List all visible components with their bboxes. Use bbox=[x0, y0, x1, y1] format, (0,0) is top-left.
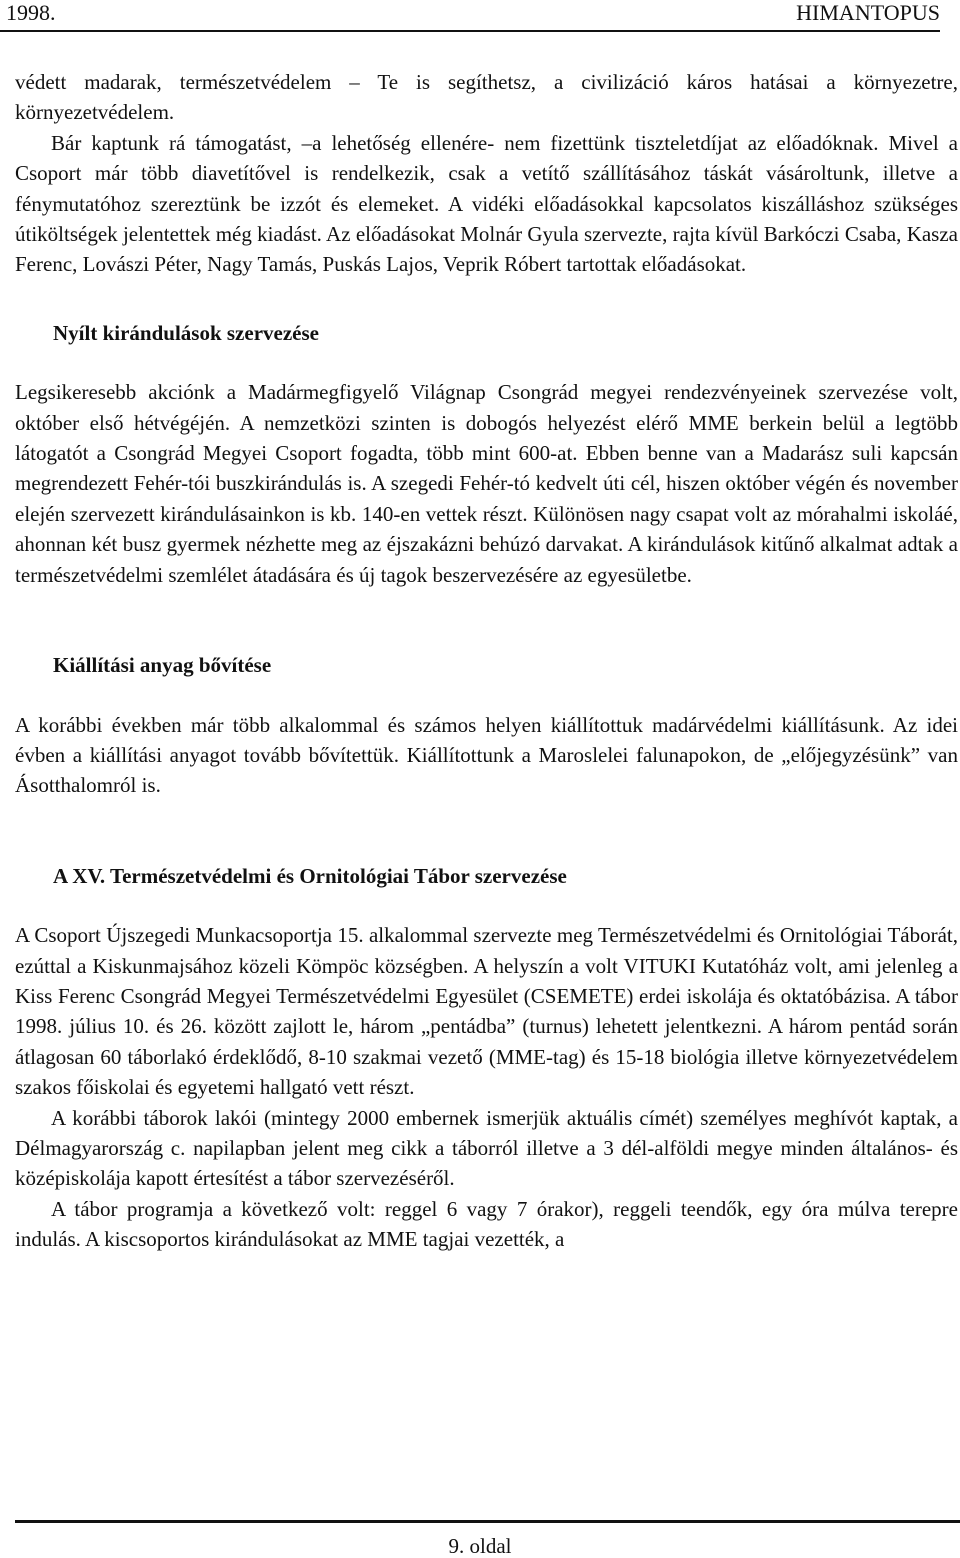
page-body bbox=[15, 67, 958, 1255]
camp-paragraph-3: A tábor programja a következő volt: reggel 6 vagy 7 órakor), reggeli teendők, egy óra múlva terepre indulás. A kiscsoportos kirándulásokat az MME tagjai vezették, a bbox=[15, 1196, 958, 1252]
intro-paragraph-1: védett madarak, természetvédelem – Te is segíthetsz, a civilizáció káros hatásai a környezetre, környezetvédelem. bbox=[15, 70, 958, 125]
intro-paragraph-2: Bár kaptunk rá támogatást, –a lehetőség ellenére- nem fizettünk tiszteletdíjat az előadóknak. Mivel a Csoport már több diavetítővel is rendelkezik, csak a vetítő szállításához táskát vásároltunk, illetve a fénymutatóhoz szereztünk be izzót és elemeket. A vidéki előadásokkal kapcsolatos kiszálláshoz szükséges útiköltségek jelentettek még kiadást. Az előadásokat Molnár Gyula szervezte, rajta kívül Barkóczi Csaba, Kasza Ferenc, Lovászi Péter, Nagy Tamás, Puskás Lajos, Veprik Róbert tartottak előadásokat. bbox=[15, 130, 958, 277]
camp-paragraph-2: A korábbi táborok lakói (mintegy 2000 embernek ismerjük aktuális címét) személyes meghívót kaptak, a Délmagyarország c. napilapban jelent meg cikk a táborról illetve a 3 dél-alföldi megye minden általános- és középiskolája kapott értesítést a tábor szervezéséről. bbox=[15, 1105, 958, 1191]
section-heading-camp: A XV. Természetvédelmi és Ornitológiai Tábor szervezése bbox=[53, 863, 567, 888]
section-heading-exhibition: Kiállítási anyag bővítése bbox=[53, 653, 272, 678]
excursions-paragraph: Legsikeresebb akciónk a Madármegfigyelő Világnap Csongrád megyei rendezvényeinek szervezése volt, október első hétvégéjén. A nemzetközi szinten is dobogós helyezést elérő MME berkein belül a legtöbb látogatót a Csongrád Megyei Csoport fogadta, több mint 600-at. Ebben benne van a Madarász suli kapcsán megrendezett Fehér-tói buszkirándulás is. A szegedi Fehér-tó kedvelt úti cél, hiszen október végén és november elején szervezett kirándulásainkon is kb. 140-en vettek részt. Különösen nagy csapat volt az mórahalmi iskoláé, ahonnan két busz gyermek nézhette meg az éjszakázni behúzó darvakat. A kirándulások kitűnő alkalmat adtak a természetvédelmi szemlélet átadására és új tagok beszervezésére az egyesületbe. bbox=[15, 380, 958, 587]
header-year: 1998. bbox=[6, 0, 56, 25]
footer-divider bbox=[15, 1520, 960, 1523]
header-publication-title: HIMANTOPUS bbox=[796, 0, 940, 25]
section-heading-excursions: Nyílt kirándulások szervezése bbox=[53, 320, 319, 345]
camp-paragraph-1: A Csoport Újszegedi Munkacsoportja 15. alkalommal szervezte meg Természetvédelmi és Ornitológiai Táborát, ezúttal a Kiskunmajsához közeli Kömpöc községben. A helyszín a volt VITUKI Kutatóház volt, ami jelenleg a Kiss Ferenc Csongrád Megyei Természetvédelmi Egyesület (CSEMETE) erdei iskolája és oktatóbázisa. A tábor 1998. július 10. és 26. között zajlott le, három „pentádba” (turnus) lehetett jelentkezni. A három pentád során átlagosan 60 táborlakó érdeklődő, 8-10 szakmai vezető (MME-tag) és 15-18 biológia illetve környezetvédelem szakos főiskolai és egyetemi hallgató vett részt. bbox=[15, 923, 958, 1100]
page-header bbox=[0, 0, 940, 32]
exhibition-paragraph: A korábbi években már több alkalommal és számos helyen kiállítottuk madárvédelmi kiállításunk. Az idei évben a kiállítási anyagot tovább bővítettük. Kiállítottunk a Maroslelei falunapokon, de „előjegyzésünk” van Ásotthalomról is. bbox=[15, 712, 958, 798]
page-number: 9. oldal bbox=[448, 1534, 512, 1558]
